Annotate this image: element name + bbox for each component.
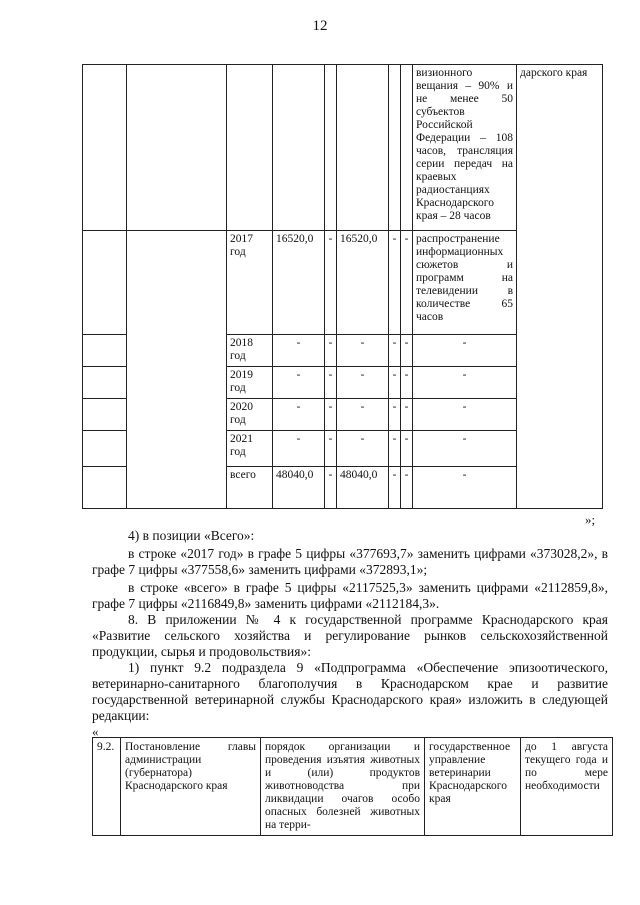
executor-cell: государственное управление ветеринарии Краснодарского края <box>425 738 521 836</box>
opening-quote: « <box>92 724 99 739</box>
upper-table <box>82 64 603 509</box>
table-row: 2021 год - - - - - - <box>83 431 603 467</box>
closing-quote: »; <box>585 512 596 527</box>
paragraph: в строке «всего» в графе 5 цифры «2117525,3» заменить цифрами «2112859,8», графе 7 цифры «2116849,8» заменить цифрами «2112184,3». <box>92 580 608 611</box>
lower-table <box>92 737 613 836</box>
deadline-cell: до 1 августа текущего года и по мере необходимости <box>521 738 613 836</box>
paragraph: 1) пункт 9.2 подраздела 9 «Подпрограмма «Обеспечение эпизоотического, ветеринарно-санитарного благополучия в Краснодарском крае и развитие государственной ветеринарной службы Краснодарского края» изложить в следующей редакции: <box>92 660 608 723</box>
table-row: 2017 год 16520,0 - 16520,0 - - распространение информационных сюжетов и программ на телевидении в количестве 65 часов <box>83 231 603 335</box>
paragraph: в строке «2017 год» в графе 5 цифры «377693,7» заменить цифрами «373028,2», в графе 7 цифры «377558,6» заменить цифрами «372893,1»; <box>92 546 608 577</box>
measure-description: визионного вещания – 90% и не менее 50 субъектов Российской Федерации – 108 часов, трансляция серии передач на краевых радиостанциях Краснодарского края – 28 часов <box>413 65 517 231</box>
table-row <box>93 738 613 836</box>
total-label: всего <box>227 467 273 509</box>
paragraph: 4) в позиции «Всего»: <box>128 528 255 543</box>
table-row: 2018 год - - - - - - <box>83 335 603 367</box>
region-cell: 16520,0 <box>337 231 389 335</box>
table-row: всего 48040,0 - 48040,0 - - - <box>83 467 603 509</box>
act-cell: Постановление главы администрации (губернатора) Краснодарского края <box>121 738 261 836</box>
page-number: 12 <box>312 18 328 34</box>
table-row <box>83 65 603 231</box>
year-cell: 2017 год <box>227 231 273 335</box>
executor-cell: дарского края <box>517 65 603 509</box>
subject-cell: порядок организации и проведения изъятия животных и (или) продуктов животноводства при ликвидации очагов особо опасных болезней животных на терри- <box>261 738 425 836</box>
total-cell: 16520,0 <box>273 231 325 335</box>
result-cell: распространение информационных сюжетов и программ на телевидении в количестве 65 часов <box>413 231 517 335</box>
table-row: 2019 год - - - - - - <box>83 367 603 399</box>
paragraph: 8. В приложении № 4 к государственной программе Краснодарского края «Развитие сельского хозяйства и регулирование рынков сельскохозяйственной продукции, сырья и продовольствия»: <box>92 612 608 659</box>
table-row: 2020 год - - - - - - <box>83 399 603 431</box>
item-number: 9.2. <box>93 738 121 836</box>
